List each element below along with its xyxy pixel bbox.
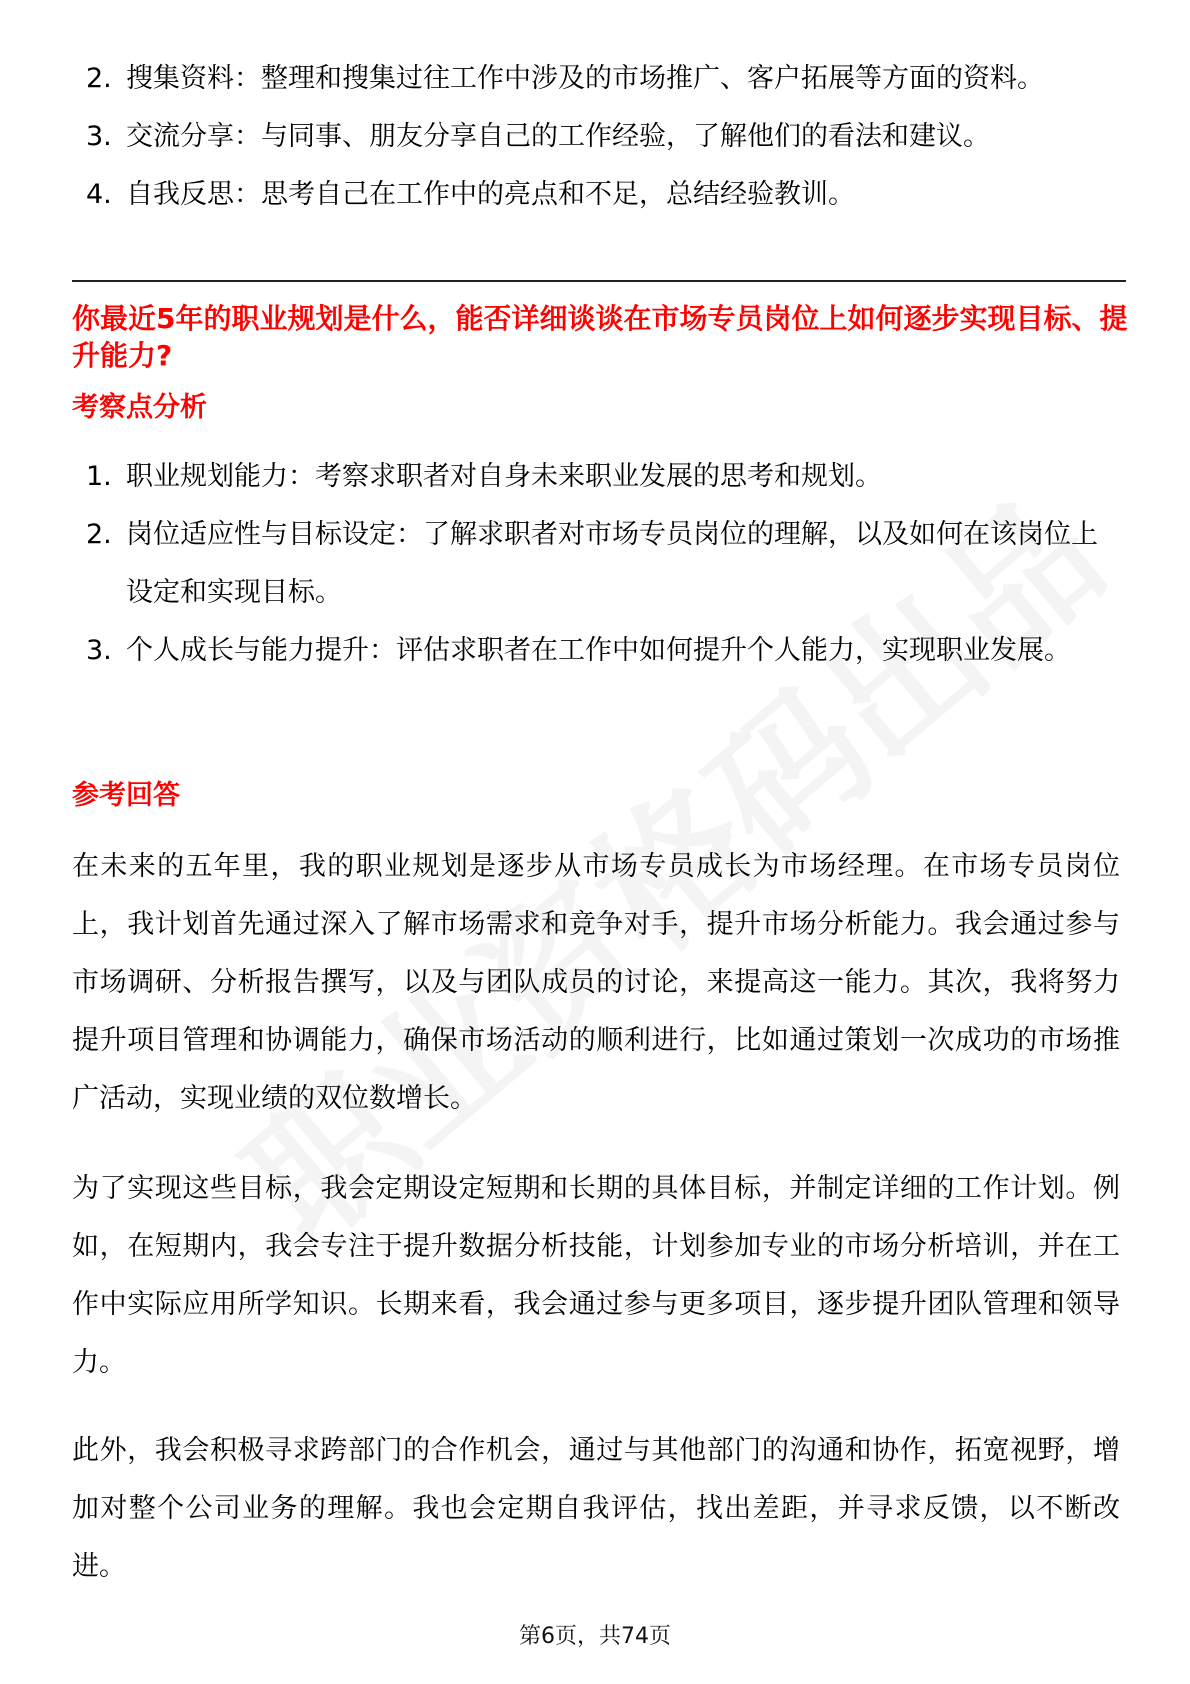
list-number: 2. xyxy=(86,63,112,94)
question-title: 你最近5年的职业规划是什么，能否详细谈谈在市场专员岗位上如何逐步实现目标、提升能力? xyxy=(72,302,1128,372)
list-item xyxy=(0,506,1190,622)
list-item xyxy=(0,50,1190,108)
answer-heading: 参考回答 xyxy=(72,780,180,811)
top-list xyxy=(0,50,1190,224)
list-text: 自我反思：思考自己在工作中的亮点和不足，总结经验教训。 xyxy=(126,179,855,210)
list-item xyxy=(0,108,1190,166)
answer-paragraph: 为了实现这些目标，我会定期设定短期和长期的具体目标，并制定详细的工作计划。例如，在短期内，我会专注于提升数据分析技能，计划参加专业的市场分析培训，并在工作中实际应用所学知识。长期来看，我会通过参与更多项目，逐步提升团队管理和领导力。 xyxy=(72,1173,1120,1378)
list-number: 2. xyxy=(86,519,112,550)
list-text: 个人成长与能力提升：评估求职者在工作中如何提升个人能力，实现职业发展。 xyxy=(126,635,1071,666)
list-item xyxy=(0,166,1190,224)
analysis-list xyxy=(0,448,1190,680)
list-text: 搜集资料：整理和搜集过往工作中涉及的市场推广、客户拓展等方面的资料。 xyxy=(126,63,1044,94)
list-text: 职业规划能力：考察求职者对自身未来职业发展的思考和规划。 xyxy=(126,461,882,492)
list-number: 3. xyxy=(86,635,112,666)
list-number: 4. xyxy=(86,179,112,210)
list-text: 交流分享：与同事、朋友分享自己的工作经验，了解他们的看法和建议。 xyxy=(126,121,990,152)
answer-paragraph: 在未来的五年里，我的职业规划是逐步从市场专员成长为市场经理。在市场专员岗位上，我计划首先通过深入了解市场需求和竞争对手，提升市场分析能力。我会通过参与市场调研、分析报告撰写，以及与团队成员的讨论，来提高这一能力。其次，我将努力提升项目管理和协调能力，确保市场活动的顺利进行，比如通过策划一次成功的市场推广活动，实现业绩的双位数增长。 xyxy=(72,851,1120,1114)
list-text: 岗位适应性与目标设定：了解求职者对市场专员岗位的理解，以及如何在该岗位上设定和实现目标。 xyxy=(126,519,1098,608)
list-number: 1. xyxy=(86,461,112,492)
answer-paragraph: 此外，我会积极寻求跨部门的合作机会，通过与其他部门的沟通和协作，拓宽视野，增加对整个公司业务的理解。我也会定期自我评估，找出差距，并寻求反馈，以不断改进。 xyxy=(72,1435,1120,1582)
list-number: 3. xyxy=(86,121,112,152)
page-number: 第6页，共74页 xyxy=(519,1624,671,1649)
list-item xyxy=(0,448,1190,506)
analysis-heading: 考察点分析 xyxy=(72,392,207,423)
section-divider xyxy=(72,280,1126,282)
list-item xyxy=(0,622,1190,680)
